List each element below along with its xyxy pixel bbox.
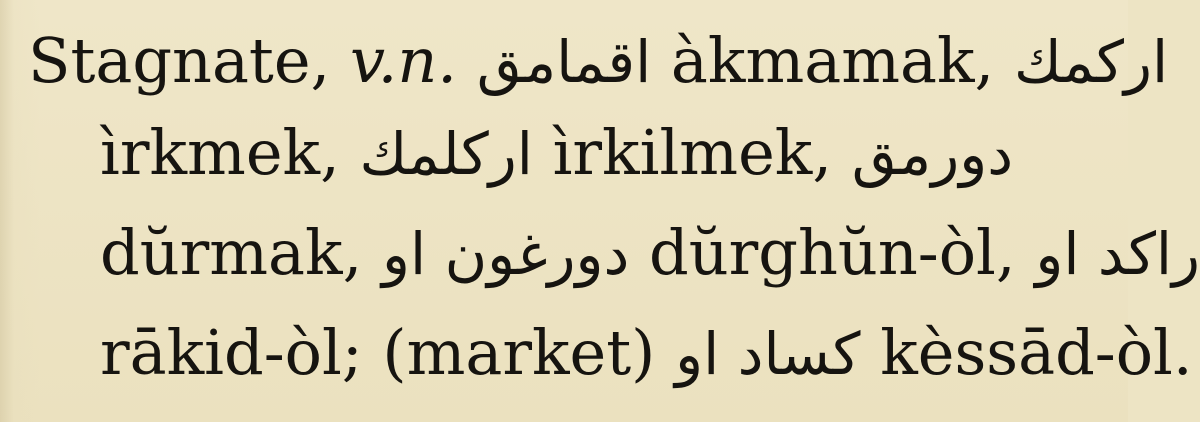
transliteration: dŭrmak, [100, 216, 363, 289]
arabic-term: كساد او [675, 320, 861, 388]
arabic-term: اركلمك [359, 120, 533, 188]
arabic-term: دورمق [851, 120, 1014, 188]
transliteration: ìrkilmek, [552, 116, 833, 189]
transliteration: rākid-òl; [100, 316, 363, 389]
entry-line-3 [100, 216, 1200, 289]
transliteration: kèssād-òl. [880, 316, 1193, 389]
context-note: (market) [382, 316, 656, 389]
transliteration: dŭrghŭn-òl, [649, 216, 1016, 289]
arabic-term: اقمامق [476, 28, 652, 96]
entry-line-1 [28, 24, 1169, 97]
entry-line-2 [100, 116, 1014, 189]
entry-line-4 [100, 316, 1193, 389]
arabic-term: اركمك [1013, 28, 1169, 96]
transliteration: àkmamak, [670, 24, 995, 97]
arabic-term: دورغون او [382, 220, 630, 288]
arabic-term: راكد او [1035, 220, 1200, 288]
headword: Stagnate, [28, 24, 331, 97]
part-of-speech: v.n. [349, 24, 457, 97]
transliteration: ìrkmek, [100, 116, 340, 189]
